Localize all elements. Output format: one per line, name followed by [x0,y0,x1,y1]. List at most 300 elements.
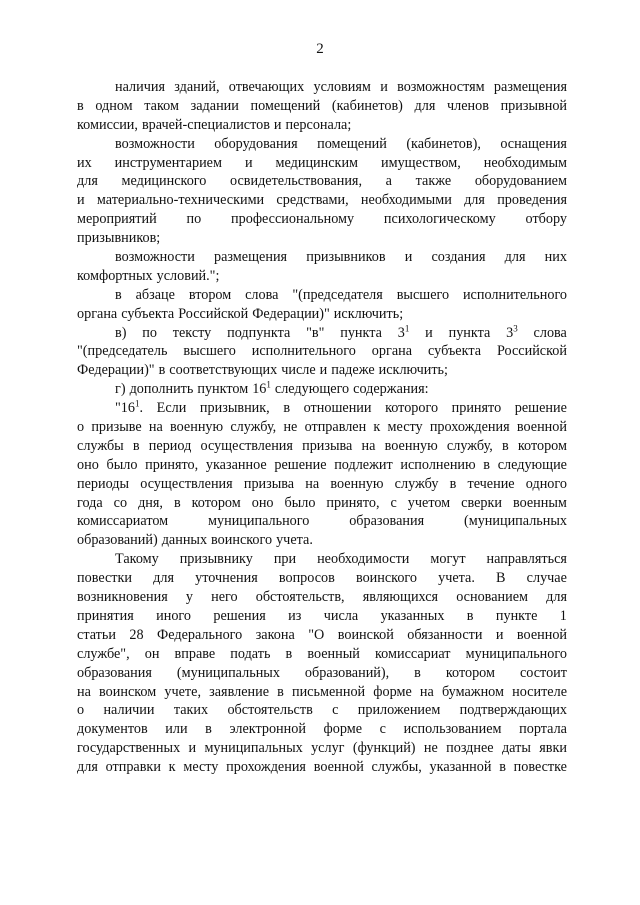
word: исполнительного [462,286,567,303]
word: содержания: [353,381,429,398]
word: числе [281,362,316,379]
text-line [77,664,567,683]
word: отправки [105,759,161,776]
word: при [273,551,297,568]
word: а [385,173,392,190]
word: периоды [77,475,130,492]
word: абзаце [135,286,175,303]
word: образований), [304,664,390,681]
word: субъекта [121,305,175,322]
word: решение [514,400,567,417]
page-number: 2 [316,41,324,57]
word: могут [430,551,466,568]
text-line [77,475,567,494]
word: слова [533,324,567,341]
word: в [499,759,506,776]
word: мероприятий [77,211,157,228]
word: для [153,570,174,587]
word: котором [517,437,567,454]
word: службу, [230,419,277,436]
word: "О [308,626,325,643]
word: для [77,173,98,190]
word: материально-техническими [96,192,265,209]
word: закона [255,626,295,643]
word: являющихся [362,589,439,606]
word: с [332,702,339,719]
word: в [173,494,181,511]
text-line [77,248,567,267]
word: их [77,154,92,171]
word: призывной [500,97,567,114]
word: котором [445,664,495,681]
word: сверки [461,494,502,511]
word: со [113,494,128,511]
word: прохождения [429,419,510,436]
word: таких [173,702,209,719]
word: и [425,324,433,341]
word: создания [431,249,486,266]
word: призывнику [179,551,253,568]
word: в [115,286,122,303]
word: в [449,475,457,492]
word: службу [394,475,439,492]
word: бумажном [441,683,504,700]
word: принятия [77,607,134,624]
word: форме [323,721,363,738]
word: и [188,740,197,757]
word: и [380,79,388,95]
text-line [77,210,567,229]
word: исполнению [400,456,476,473]
word: необходимыми [360,192,452,209]
word: по [186,211,202,228]
word: необходимости [317,551,410,568]
word: было [106,456,138,473]
word: для [504,249,526,266]
word: "$16^1$. [115,398,144,417]
word: письменной [291,683,366,700]
text-line [77,456,567,475]
word: врачей-специалистов [141,116,270,133]
word: имуществом, [381,154,461,171]
word: статьи [77,626,116,643]
text-line [77,531,567,550]
word: осуществления [200,437,293,454]
word: одного [525,475,567,492]
word: с [379,721,386,738]
text-line [77,116,567,135]
text-line [77,97,567,116]
word: тексту [172,324,212,341]
word: в [132,437,140,454]
text-line [77,172,567,191]
text-line [77,758,567,777]
text-line [77,191,567,210]
word: вопросов [278,570,335,587]
word: позднее [446,740,494,757]
word: образований) [77,532,158,549]
word: указанное [205,456,267,473]
word: исключить; [378,362,448,379]
word: в [77,97,84,114]
word: наличии [103,702,155,719]
word: "в" [306,324,325,341]
word: прохождения [226,759,306,776]
word: "(председателя [292,286,383,303]
word: воинской [337,626,394,643]
word: комиссариат [374,645,451,662]
word: отвечающих [228,79,305,95]
word: носителе [512,683,567,700]
word: воинского [355,570,417,587]
word: воинском [99,683,157,700]
word: на [148,419,163,436]
text-line [77,645,567,664]
word: задании [190,97,239,114]
word: В [496,570,506,587]
text-line [77,588,567,607]
word: и [273,116,282,133]
word: муниципального [208,513,310,530]
word: профессиональному [231,211,355,228]
word: следующего [274,381,350,398]
word: услуг [311,740,345,757]
word: не [283,419,298,436]
word: указанных [380,607,445,624]
word: комиссии, [77,116,138,133]
word: явки [539,740,567,757]
word: (муниципальных [176,664,280,681]
word: о [77,702,85,719]
word: отбору [525,211,567,228]
text-line [77,399,567,418]
word: он [144,645,160,662]
word: у [185,589,193,606]
word: психологическому [383,211,496,228]
text-line [77,305,567,324]
text-line [77,701,567,720]
word: на [77,683,91,700]
text-line [77,512,567,531]
word: военную [384,437,438,454]
word: было [284,494,316,511]
word: в) [115,324,127,341]
word: направляться [486,551,567,568]
word: органа [371,343,413,360]
word: помещений [317,135,387,152]
word: и [244,154,253,171]
word: с [390,494,397,511]
word: месту [387,419,423,436]
word: размещения [493,79,567,95]
word: к [168,759,176,776]
word: на [361,437,376,454]
text-line [77,135,567,154]
word: отношении [303,400,372,417]
word: осуществления [140,475,233,492]
word: котором [191,494,241,511]
word: возможностям [397,79,485,95]
word: $16^1$ [252,379,271,398]
word: оснащения [500,135,567,152]
word: (кабинетов) [331,97,403,114]
word: условий."; [156,267,220,284]
word: слова [245,286,279,303]
word: на [419,683,434,700]
word: период [148,437,192,454]
word: на [305,475,320,492]
word: учете, [164,683,201,700]
word: призыве [91,419,142,436]
word: службы, [371,759,422,776]
word: подлежит [334,456,393,473]
word: данных [161,532,208,549]
text-line [77,437,567,456]
word: помещений [250,97,321,114]
text-line [77,418,567,437]
word: инструментарием [114,154,222,171]
word: военной [313,759,364,776]
word: него [211,589,238,606]
word: муниципального [465,645,567,662]
word: и [495,626,504,643]
word: службу, [446,437,493,454]
text-line [77,361,567,380]
word: (муниципальных [463,513,567,530]
word: числа [323,607,359,624]
word: в [466,607,474,624]
word: субъекта [428,343,481,360]
word: Такому [115,551,159,568]
word: исполнительного [251,343,356,360]
word: призыва [243,475,295,492]
word: которого [385,400,439,417]
word: Федерации)" [77,362,155,379]
word: в [205,721,212,738]
word: учетом [407,494,451,511]
word: в [283,400,291,417]
word: органа [77,305,118,322]
text-line [77,607,567,626]
word: пункта [340,324,382,341]
text-line [77,342,567,361]
word: в [501,437,509,454]
word: к [373,419,381,436]
word: образования [77,664,152,681]
word: отправлен [304,419,367,436]
text-line [77,286,567,305]
word: не [423,740,438,757]
text-line [77,154,567,173]
word: призывников [306,249,386,266]
word: призывник, [199,400,270,417]
word: возможности [115,135,195,152]
word: Федерального [157,626,243,643]
word: и [319,362,328,379]
word: 28 [129,626,144,643]
word: условиям [313,79,371,95]
word: членов [447,97,489,114]
word: Если [156,400,187,417]
word: подтверждающих [459,702,567,719]
word: средствами, [276,192,349,209]
word: для [546,589,567,606]
word: проведения [497,192,567,209]
word: втором [188,286,232,303]
word: военной [516,419,567,436]
word: принято, [326,494,380,511]
word: Российской [496,343,567,360]
word: г) [115,381,126,398]
word: службы [77,437,124,454]
word: принято [451,400,502,417]
word: подпункта [227,324,291,341]
word: (кабинетов), [406,135,481,152]
word: образования [349,513,425,530]
word: и [77,192,85,209]
word: приложением [357,702,441,719]
word: решение [274,456,327,473]
word: воинского [211,532,273,549]
word: $3^3$ [506,322,518,341]
word: подать [230,645,271,662]
word: месту [183,759,219,776]
word: заявление [209,683,269,700]
word: указанной [429,759,492,776]
word: военной [516,626,567,643]
text-line [77,550,567,569]
word: возникновения [77,589,168,606]
word: соответствующих [169,362,278,379]
word: также [415,173,452,190]
word: оборудования [214,135,298,152]
text-line [77,739,567,758]
word: службе", [77,645,130,662]
text-line [77,494,567,513]
word: военным [512,494,567,511]
word: освидетельствования, [230,173,362,190]
word: в [158,362,166,379]
word: для [414,97,436,114]
word: года [77,494,103,511]
word: в [285,645,293,662]
word: "(председатель [77,343,168,360]
word: медицинским [275,154,359,171]
text-line [77,267,567,286]
word: Российской [178,305,249,322]
word: учета. [438,570,475,587]
word: муниципальных [204,740,303,757]
text-line [77,720,567,739]
word: таком [144,97,179,114]
word: медицинского [121,173,207,190]
word: возможности [115,249,195,266]
word: дня, [138,494,163,511]
word: повестке [513,759,567,776]
word: решения [213,607,266,624]
word: дополнить [129,381,194,398]
word: основанием [456,589,528,606]
text-line [77,683,567,702]
word: персонала; [285,116,352,133]
word: течение [467,475,515,492]
text-line [77,324,567,343]
word: военную [330,475,384,492]
word: пункта [448,324,491,341]
word: исключить; [333,305,404,322]
word: размещения [213,249,288,266]
word: высшего [396,286,450,303]
word: пункте [495,607,538,624]
word: обстоятельств, [255,589,345,606]
word: (функций) [352,740,416,757]
word: в [483,456,490,473]
word: учета. [276,532,313,549]
word: зданий, [174,79,220,95]
word: Федерации)" [252,305,330,322]
word: документов [77,721,148,738]
word: обязанности [407,626,483,643]
word: необходимым [483,154,567,171]
word: и [404,249,413,266]
word: государственных [77,740,181,757]
word: по [142,324,157,341]
word: комфортных [77,267,153,284]
word: оно [77,456,99,473]
word: оборудованием [474,173,567,190]
word: пунктом [197,381,249,398]
word: для [464,192,485,209]
word: из [288,607,302,624]
word: высшего [183,343,236,360]
document-body [77,78,567,777]
word: повестки [77,570,132,587]
word: или [165,721,188,738]
word: комиссариатом [77,513,169,530]
text-line [77,78,567,97]
word: состоит [519,664,567,681]
text-line [77,626,567,645]
word: электронной [229,721,306,738]
word: них [544,249,567,266]
word: $3^1$ [397,322,410,341]
word: военную [170,419,224,436]
word: о [77,419,85,436]
word: оно [251,494,274,511]
word: в [277,683,284,700]
word: вправе [174,645,216,662]
word: использованием [403,721,502,738]
word: следующие [497,456,567,473]
text-line [77,229,567,248]
word: принято, [145,456,199,473]
text-line [77,569,567,588]
word: портала [519,721,567,738]
word: падеже [331,362,375,379]
word: обстоятельств [227,702,313,719]
word: военный [307,645,360,662]
word: 1 [559,607,567,624]
word: призыва [302,437,353,454]
word: уточнения [195,570,258,587]
word: наличия [115,79,165,95]
word: для [77,759,98,776]
word: призывников; [77,230,161,247]
text-line [77,380,567,399]
word: одном [95,97,133,114]
word: даты [501,740,531,757]
word: случае [526,570,567,587]
